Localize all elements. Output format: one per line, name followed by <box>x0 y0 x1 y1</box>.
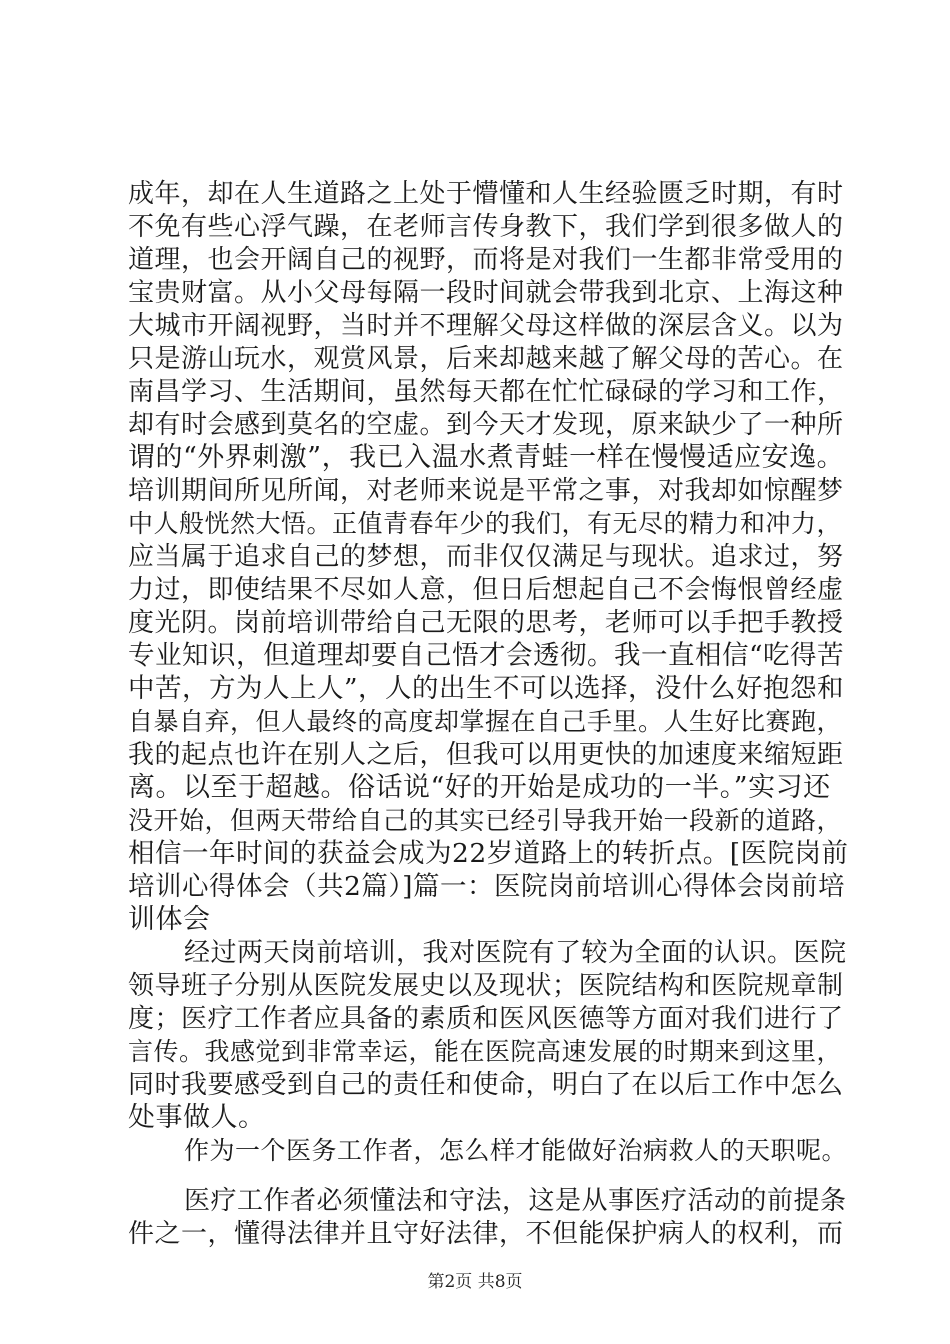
text-line: 只是游山玩水，观赏风景，后来却越来越了解父母的苦心。在 <box>128 344 844 374</box>
text-line: 培训期间所见所闻，对老师来说是平常之事，对我却如惊醒梦 <box>128 476 844 506</box>
page-number-footer: 第2页 共8页 <box>427 1272 523 1292</box>
text-line: 处事做人。 <box>128 1102 266 1133</box>
text-line: 我的起点也许在别人之后，但我可以用更快的加速度来缩短距 <box>128 740 844 770</box>
text-line: 领导班子分别从医院发展史以及现状；医院结构和医院规章制 <box>128 971 844 1001</box>
text-line: 没开始，但两天带给自己的其实已经引导我开始一段新的道路， <box>128 806 843 835</box>
text-line: 度；医疗工作者应具备的素质和医风医德等方面对我们进行了 <box>128 1004 844 1034</box>
text-line: 培训心得体会（共2篇）]篇一：医院岗前培训心得体会岗前培 <box>128 871 845 902</box>
text-line: 不免有些心浮气躁，在老师言传身教下，我们学到很多做人的 <box>128 212 844 242</box>
text-line: 力过，即使结果不尽如人意，但日后想起自己不会悔恨曾经虚 <box>128 575 844 605</box>
paragraph-first-line: 经过两天岗前培训，我对医院有了较为全面的认识。医院 <box>184 938 847 968</box>
text-line: 度光阴。岗前培训带给自己无限的思考，老师可以手把手教授 <box>128 608 844 638</box>
text-line: 同时我要感受到自己的责任和使命，明白了在以后工作中怎么 <box>128 1070 844 1100</box>
text-line: 谓的“外界刺激”，我已入温水煮青蛙一样在慢慢适应安逸。 <box>128 442 845 473</box>
text-line: 成年，却在人生道路之上处于懵懂和人生经验匮乏时期，有时 <box>128 179 844 209</box>
text-line: 专业知识，但道理却要自己悟才会透彻。我一直相信“吃得苦 <box>128 640 845 671</box>
text-line: 应当属于追求自己的梦想，而非仅仅满足与现状。追求过，努 <box>128 542 844 572</box>
text-line: 中苦，方为人上人”，人的出生不可以选择，没什么好抱怨和 <box>128 673 845 704</box>
text-line: 训体会 <box>128 904 211 935</box>
text-line: 中人般恍然大悟。正值青春年少的我们，有无尽的精力和冲力， <box>128 509 843 538</box>
text-line: 离。以至于超越。俗话说“好的开始是成功的一半。”实习还 <box>128 772 831 803</box>
text-line: 却有时会感到莫名的空虚。到今天才发现，原来缺少了一种所 <box>128 410 844 440</box>
text-line: 大城市开阔视野，当时并不理解父母这样做的深层含义。以为 <box>128 311 844 341</box>
text-line: 言传。我感觉到非常幸运，能在医院高速发展的时期来到这里， <box>128 1037 843 1066</box>
text-line: 件之一，懂得法律并且守好法律，不但能保护病人的权利，而 <box>128 1219 844 1249</box>
text-line: 自暴自弃，但人最终的高度却掌握在自己手里。人生好比赛跑， <box>128 707 843 736</box>
paragraph-first-line: 作为一个医务工作者，怎么样才能做好治病救人的天职呢。 <box>184 1136 848 1165</box>
text-line: 宝贵财富。从小父母每隔一段时间就会带我到北京、上海这种 <box>128 278 844 308</box>
text-line: 相信一年时间的获益会成为22岁道路上的转折点。[医院岗前 <box>128 838 849 869</box>
paragraph-first-line: 医疗工作者必须懂法和守法，这是从事医疗活动的前提条 <box>184 1186 847 1216</box>
text-line: 道理，也会开阔自己的视野，而将是对我们一生都非常受用的 <box>128 245 844 275</box>
text-line: 南昌学习、生活期间，虽然每天都在忙忙碌碌的学习和工作， <box>128 377 844 407</box>
